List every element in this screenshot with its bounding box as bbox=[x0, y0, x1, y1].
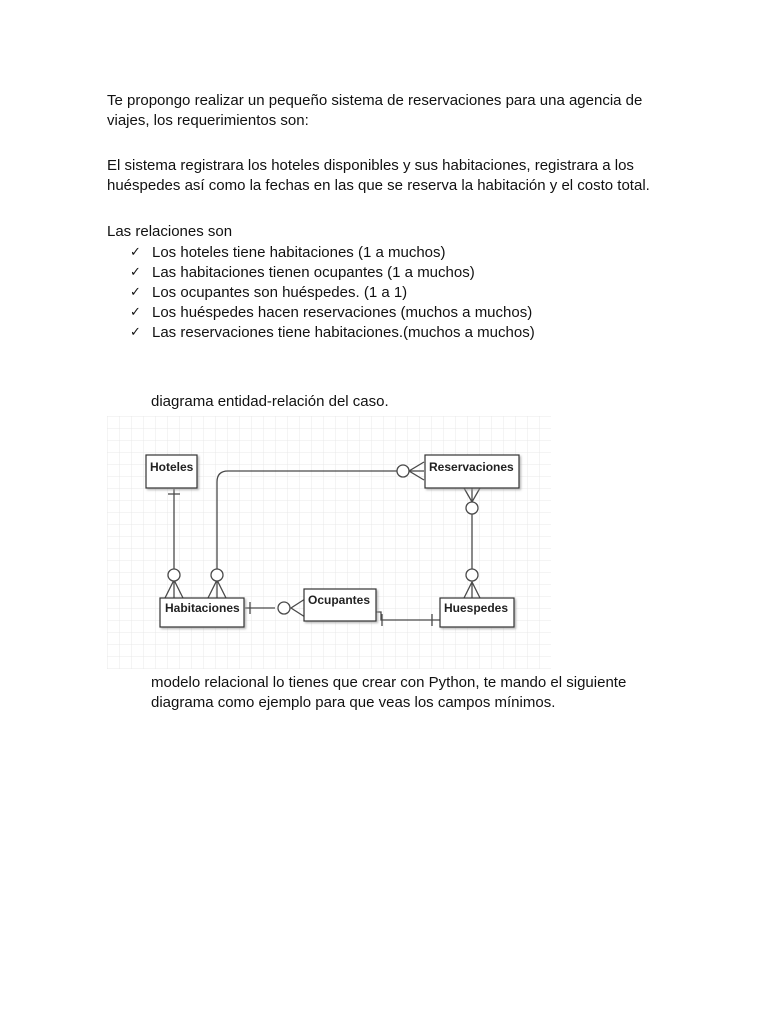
closing-line-2: diagrama como ejemplo para que veas los campos mínimos. bbox=[151, 694, 556, 711]
checkmark-icon: ✓ bbox=[130, 325, 141, 340]
entity-habitaciones bbox=[160, 598, 244, 627]
list-item: ✓ Los hoteles tiene habitaciones (1 a muchos) bbox=[130, 244, 446, 261]
diagram-caption: diagrama entidad-relación del caso. bbox=[151, 393, 389, 410]
intro-line-1: Te propongo realizar un pequeño sistema de reservaciones para una agencia de bbox=[107, 92, 643, 109]
list-item: ✓ Las reservaciones tiene habitaciones.(muchos a muchos) bbox=[130, 324, 535, 341]
description-line-2: huéspedes así como la fechas en las que se reserva la habitación y el costo total. bbox=[107, 177, 650, 194]
entity-label-ocupantes: Ocupantes bbox=[308, 593, 371, 607]
entity-label-hoteles: Hoteles bbox=[150, 460, 194, 474]
checkmark-icon: ✓ bbox=[130, 245, 141, 260]
description-paragraph bbox=[107, 156, 687, 196]
intro-line-2: viajes, los requerimientos son: bbox=[107, 112, 309, 129]
checkmark-icon: ✓ bbox=[130, 285, 141, 300]
checkmark-icon: ✓ bbox=[130, 305, 141, 320]
list-item: ✓ Los ocupantes son huéspedes. (1 a 1) bbox=[130, 284, 408, 301]
relations-list bbox=[130, 243, 535, 343]
er-diagram-canvas bbox=[107, 416, 551, 669]
entity-label-reservaciones: Reservaciones bbox=[429, 460, 514, 474]
list-item: ✓ Los huéspedes hacen reservaciones (muchos a muchos) bbox=[130, 304, 533, 321]
entity-label-habitaciones: Habitaciones bbox=[165, 601, 240, 615]
description-line-1: El sistema registrara los hoteles disponibles y sus habitaciones, registrara a los bbox=[107, 157, 634, 174]
intro-paragraph bbox=[107, 91, 687, 131]
entity-hoteles bbox=[146, 455, 197, 488]
closing-paragraph bbox=[151, 673, 671, 713]
entity-label-huespedes: Huespedes bbox=[444, 601, 509, 615]
entity-reservaciones bbox=[425, 455, 519, 488]
er-diagram bbox=[107, 416, 551, 669]
entity-huespedes bbox=[440, 598, 514, 627]
entity-ocupantes bbox=[304, 589, 376, 621]
closing-line-1: modelo relacional lo tienes que crear con Python, te mando el siguiente bbox=[151, 674, 627, 691]
checkmark-icon: ✓ bbox=[130, 265, 141, 280]
list-item: ✓ Las habitaciones tienen ocupantes (1 a muchos) bbox=[130, 264, 475, 281]
relations-heading: Las relaciones son bbox=[107, 223, 233, 240]
